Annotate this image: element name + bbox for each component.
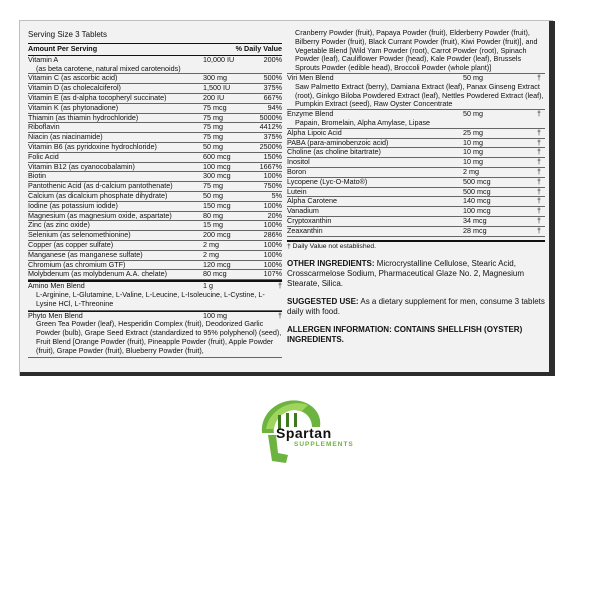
enzyme-blend [287,110,545,129]
nutrient-daily-value: 100% [263,220,282,230]
nutrient-daily-value: 107% [263,269,282,279]
nutrient-daily-value: 150% [263,151,282,161]
nutrient-name: Alpha Lipoic Acid [287,127,342,137]
blend-amount: 50 mg [463,72,483,82]
nutrient-daily-value: 100% [263,259,282,269]
table-row [28,163,282,173]
nutrient-name: Niacin (as niacinamide) [28,132,103,142]
nutrient-amount: 10,000 IU [203,54,235,64]
nutrient-name: Calcium (as dicalcium phosphate dihydrate) [28,190,168,200]
nutrient-amount: 80 mg [203,210,223,220]
nutrient-table [28,56,282,280]
nutrient-name: Vitamin B12 (as cyanocobalamin) [28,161,135,171]
nutrient-name: Alpha Carotene [287,196,337,206]
nutrient-amount: 100 mcg [203,161,231,171]
nutrient-amount: 2 mg [203,239,219,249]
table-row [287,227,545,237]
nutrient-daily-value: † [537,176,541,186]
blend-ingredients: L-Arginine, L-Glutamine, L-Valine, L-Leucine, L-Isoleucine, L-Cystine, L-Lysine HCl, L-Threonine [36,289,265,308]
nutrient-amount: 10 mg [463,157,483,167]
blend-ingredients: Saw Palmetto Extract (berry), Damiana Extract (leaf), Panax Ginseng Extract (root), Ginkgo Biloba Powdered Extract (leaf), Nettles Powdered Extract (leaf), Pumpkin Extract (seed), Raw Oyster Concentrate [295,81,544,109]
table-row [28,56,282,75]
nutrient-daily-value: † [537,225,541,235]
nutrient-amount: 75 mg [203,112,223,122]
table-row [287,197,545,207]
nutrient-name: Vanadium [287,206,319,216]
nutrient-daily-value: 2500% [259,141,282,151]
nutrient-name: Inositol [287,157,310,167]
blend-dagger: † [278,281,282,291]
nutrient-name: Vitamin C (as ascorbic acid) [28,73,118,83]
nutrient-daily-value: 100% [263,249,282,259]
daily-value-heading: % Daily Value [235,44,282,53]
nutrient-daily-value: † [537,215,541,225]
nutrient-daily-value: † [537,196,541,206]
nutrient-name: Vitamin K (as phytonadione) [28,102,119,112]
viri-men-blend [287,74,545,110]
allergen-info [287,325,545,345]
panel-shadow-bottom [20,372,555,376]
blend-amount: 50 mg [463,109,483,119]
nutrient-name: Thiamin (as thiamin hydrochloride) [28,112,139,122]
nutrient-amount: 34 mcg [463,215,487,225]
nutrient-amount: 75 mg [203,132,223,142]
nutrient-amount: 300 mg [203,73,227,83]
nutrient-amount: 300 mcg [203,171,231,181]
allergen-text: ALLERGEN INFORMATION: CONTAINS SHELLFISH (OYSTER) INGREDIENTS. [287,325,523,345]
amount-per-serving-heading: Amount Per Serving [28,44,98,53]
nutrient-amount: 75 mg [203,122,223,132]
nutrient-name: Choline (as choline bitartrate) [287,147,381,157]
serving-size: Serving Size 3 Tablets [28,30,108,39]
nutrient-daily-value: 100% [263,200,282,210]
phyto-blend-continued [287,29,545,74]
table-row [287,148,545,158]
nutrient-amount: 500 mcg [463,176,491,186]
table-row [28,270,282,280]
other-ingredients-label: OTHER INGREDIENTS: [287,259,375,269]
nutrient-name: Lutein [287,186,307,196]
nutrient-name: Vitamin A [28,54,59,64]
nutrient-daily-value: † [537,206,541,216]
nutrient-name: Vitamin B6 (as pyridoxine hydrochloride) [28,141,157,151]
nutrient-amount: 120 mcg [203,259,231,269]
table-row [287,158,545,168]
nutrient-amount: 80 mcg [203,269,227,279]
facts-right-column [287,29,545,345]
nutrient-amount: 28 mcg [463,225,487,235]
nutrient-daily-value: 100% [263,239,282,249]
nutrient-daily-value: 667% [263,92,282,102]
nutrient-source: (as beta carotene, natural mixed carotenoids) [36,63,181,73]
blend-amount: 100 mg [203,310,227,320]
nutrient-amount: 75 mcg [203,102,227,112]
nutrient-amount: 500 mcg [463,186,491,196]
nutrient-amount: 10 mg [463,147,483,157]
nutrient-name: Manganese (as manganese sulfate) [28,249,143,259]
nutrient-amount: 1,500 IU [203,83,231,93]
table-row [287,217,545,227]
nutrient-name: PABA (para-aminobenzoic acid) [287,137,389,147]
suggested-use [287,297,545,317]
blend-name: Phyto Men Blend [28,310,83,320]
nutrient-amount: 200 mcg [203,230,231,240]
nutrient-daily-value: 94% [267,102,282,112]
nutrient-name: Pantothenic Acid (as d-calcium pantothenate) [28,181,173,191]
nutrient-daily-value: † [537,147,541,157]
blend-amount: 1 g [203,281,213,291]
nutrient-amount: 50 mg [203,141,223,151]
facts-left-column [28,29,282,358]
other-ingredients [287,259,545,289]
nutrient-name: Zinc (as zinc oxide) [28,220,90,230]
nutrient-amount: 2 mg [463,166,479,176]
nutrient-daily-value: 5% [271,190,282,200]
nutrient-amount: 15 mg [203,220,223,230]
blend-dagger: † [537,109,541,119]
nutrient-amount: 200 IU [203,92,225,102]
nutrient-daily-value: 1667% [259,161,282,171]
nutrient-amount: 150 mcg [203,200,231,210]
nutrient-amount: 2 mg [203,249,219,259]
blend-dagger: † [537,72,541,82]
blend-name: Viri Men Blend [287,72,334,82]
panel-shadow-right [549,21,555,375]
blend-dagger: † [278,310,282,320]
nutrient-amount: 25 mg [463,127,483,137]
nutrient-name: Lycopene (Lyc-O-Mato®) [287,176,368,186]
table-row [28,143,282,153]
nutrient-daily-value: 500% [263,73,282,83]
amino-men-blend [28,280,282,310]
nutrient-name: Folic Acid [28,151,59,161]
blend-ingredients-continued: Cranberry Powder (fruit), Papaya Powder (fruit), Elderberry Powder (fruit), Bilberry Powder (fruit), Black Currant Powder (fruit), Kiwi Powder (fruit)], and Vegetable Blend [Wild Yam Powder (root), Carrot Powder (root), Spinach Powder (leaf), Cauliflower Powder (head), Kale Powder (leaf), Brussels Sprouts Powder (edible head), Broccoli Powder (whole plant)] [295,28,538,73]
nutrient-amount: 100 mcg [463,206,491,216]
suggested-use-text: As a dietary supplement for men, consume 3 tablets daily with food. [287,297,545,317]
facts-header [28,43,282,56]
nutrient-name: Chromium (as chromium GTF) [28,259,126,269]
nutrient-name: Cryptoxanthin [287,215,332,225]
nutrient-daily-value: 286% [263,230,282,240]
nutrient-amount: 75 mg [203,181,223,191]
nutrient-amount: 50 mg [203,190,223,200]
blend-ingredients: Green Tea Powder (leaf), Hesperidin Complex (fruit), Deodorized Garlic Powder (bulb), Grape Seed Extract (standardized to 95% polyphenol) (seed), Fruit Blend [Orange Powder (fruit), Pineapple Powder (fruit), Apple Powder (fruit), Grape Powder (fruit), Blueberry Powder (fruit), [36,319,282,355]
nutrient-daily-value: 375% [263,83,282,93]
nutrient-name: Biotin [28,171,46,181]
nutrient-name: Vitamin D (as cholecalciferol) [28,83,121,93]
suggested-use-label: SUGGESTED USE: [287,297,359,307]
blend-name: Enzyme Blend [287,109,334,119]
nutrient-daily-value: 4412% [259,122,282,132]
nutrient-daily-value: † [537,157,541,167]
nutrient-name: Zeaxanthin [287,225,323,235]
other-nutrient-table [287,129,545,237]
brand-name: Spartan [276,425,332,441]
nutrient-name: Vitamin E (as d-alpha tocopheryl succinate) [28,92,167,102]
nutrient-daily-value: † [537,166,541,176]
nutrient-name: Molybdenum (as molybdenum A.A. chelate) [28,269,168,279]
table-row [287,178,545,188]
nutrient-daily-value: 750% [263,181,282,191]
phyto-men-blend [28,311,282,358]
nutrient-daily-value: † [537,137,541,147]
nutrient-name: Iodine (as potassium iodide) [28,200,118,210]
nutrient-name: Boron [287,166,307,176]
nutrient-name: Selenium (as selenomethionine) [28,230,131,240]
nutrient-amount: 10 mg [463,137,483,147]
brand-tagline: SUPPLEMENTS [294,441,354,448]
nutrient-daily-value: 20% [267,210,282,220]
nutrient-name: Magnesium (as magnesium oxide, aspartate) [28,210,172,220]
nutrient-daily-value: 5000% [259,112,282,122]
nutrient-daily-value: 375% [263,132,282,142]
blend-ingredients: Papain, Bromelain, Alpha Amylase, Lipase [295,117,431,127]
nutrient-amount: 600 mcg [203,151,231,161]
nutrient-daily-value: † [537,127,541,137]
nutrient-name: Copper (as copper sulfate) [28,239,114,249]
nutrient-daily-value: 100% [263,171,282,181]
other-ingredients-text: Microcrystalline Cellulose, Stearic Acid, Crosscarmelose Sodium, Pharmaceutical Glaze No. 2, Magnesium Stearate, Silica. [287,259,524,289]
daily-value-footnote: † Daily Value not established. [287,240,545,252]
nutrient-daily-value: † [537,186,541,196]
nutrient-name: Riboflavin [28,122,60,132]
nutrient-amount: 140 mcg [463,196,491,206]
nutrient-daily-value: 200% [263,54,282,64]
blend-name: Amino Men Blend [28,281,85,291]
table-row [28,114,282,124]
